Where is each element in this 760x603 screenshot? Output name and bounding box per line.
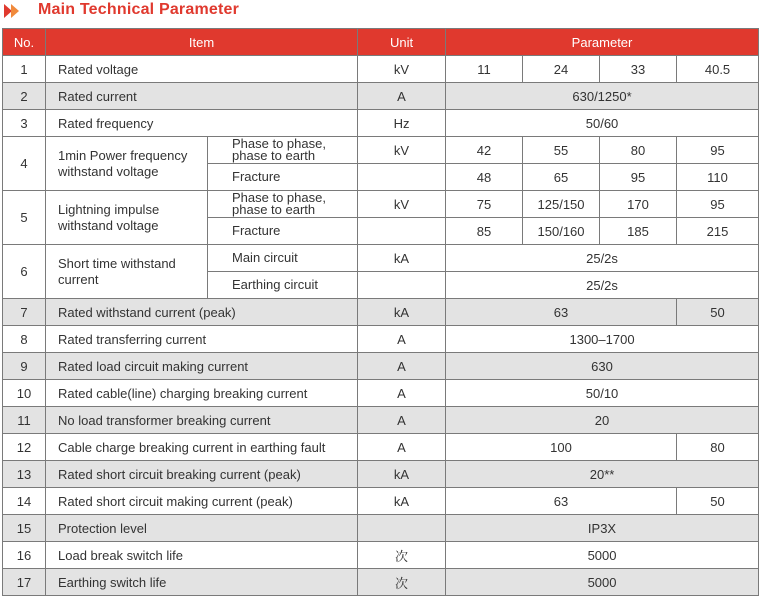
page-title: Main Technical Parameter	[38, 1, 240, 18]
param-cell: 50	[677, 488, 759, 515]
row-unit: kV	[358, 137, 446, 164]
row-no: 4	[3, 137, 46, 191]
row-item: Short time withstand current	[46, 245, 208, 299]
table-header-row	[3, 29, 759, 56]
row-no: 5	[3, 191, 46, 245]
row-no: 6	[3, 245, 46, 299]
param-cell: 42	[446, 137, 523, 164]
row-item: Rated voltage	[46, 56, 358, 83]
param-cell: 5000	[446, 569, 759, 596]
table-row	[3, 83, 759, 110]
row-item: Rated short circuit making current (peak)	[46, 488, 358, 515]
row-item: Load break switch life	[46, 542, 358, 569]
table-row	[3, 353, 759, 380]
row-unit: A	[358, 407, 446, 434]
param-cell: 80	[677, 434, 759, 461]
row-unit: A	[358, 326, 446, 353]
header-unit: Unit	[358, 29, 446, 56]
row-subitem: Phase to phase, phase to earth	[208, 137, 358, 164]
param-cell: 33	[600, 56, 677, 83]
param-cell: 85	[446, 218, 523, 245]
table-row	[3, 299, 759, 326]
row-no: 8	[3, 326, 46, 353]
param-cell: 80	[600, 137, 677, 164]
row-item: Rated transferring current	[46, 326, 358, 353]
param-cell: 630	[446, 353, 759, 380]
row-item: Rated frequency	[46, 110, 358, 137]
header-no: No.	[3, 29, 46, 56]
param-cell: 170	[600, 191, 677, 218]
row-item: Rated load circuit making current	[46, 353, 358, 380]
header-item: Item	[46, 29, 358, 56]
param-cell: 95	[677, 137, 759, 164]
table-row	[3, 56, 759, 83]
row-unit: kA	[358, 488, 446, 515]
param-cell: 20**	[446, 461, 759, 488]
row-subitem: Fracture	[208, 164, 358, 191]
row-unit: Hz	[358, 110, 446, 137]
param-cell: 11	[446, 56, 523, 83]
param-cell: 630/1250*	[446, 83, 759, 110]
row-item: Rated current	[46, 83, 358, 110]
row-no: 3	[3, 110, 46, 137]
table-row	[3, 137, 759, 164]
param-cell: 95	[600, 164, 677, 191]
param-cell: 100	[446, 434, 677, 461]
param-cell: 63	[446, 299, 677, 326]
row-unit: A	[358, 353, 446, 380]
row-subitem: Main circuit	[208, 245, 358, 272]
row-no: 2	[3, 83, 46, 110]
table-row	[3, 380, 759, 407]
row-item: Lightning impulse withstand voltage	[46, 191, 208, 245]
row-unit	[358, 272, 446, 299]
param-cell: 50/60	[446, 110, 759, 137]
row-item: Earthing switch life	[46, 569, 358, 596]
row-no: 1	[3, 56, 46, 83]
row-item: Cable charge breaking current in earthing fault	[46, 434, 358, 461]
row-unit	[358, 218, 446, 245]
row-no: 17	[3, 569, 46, 596]
row-unit: A	[358, 434, 446, 461]
table-row	[3, 569, 759, 596]
row-no: 11	[3, 407, 46, 434]
param-cell: IP3X	[446, 515, 759, 542]
param-cell: 50	[677, 299, 759, 326]
table-row	[3, 245, 759, 272]
row-unit: kV	[358, 191, 446, 218]
table-row	[3, 191, 759, 218]
row-unit: A	[358, 380, 446, 407]
param-cell: 55	[523, 137, 600, 164]
param-cell: 75	[446, 191, 523, 218]
row-no: 14	[3, 488, 46, 515]
row-item: No load transformer breaking current	[46, 407, 358, 434]
param-cell: 40.5	[677, 56, 759, 83]
row-no: 7	[3, 299, 46, 326]
row-unit: kA	[358, 299, 446, 326]
param-cell: 215	[677, 218, 759, 245]
table-row	[3, 407, 759, 434]
row-unit	[358, 164, 446, 191]
row-item: Rated withstand current (peak)	[46, 299, 358, 326]
param-cell: 48	[446, 164, 523, 191]
row-unit: A	[358, 83, 446, 110]
param-cell: 24	[523, 56, 600, 83]
row-item: Rated cable(line) charging breaking current	[46, 380, 358, 407]
param-cell: 110	[677, 164, 759, 191]
table-row	[3, 515, 759, 542]
param-cell: 25/2s	[446, 245, 759, 272]
param-cell: 63	[446, 488, 677, 515]
row-item: 1min Power frequency withstand voltage	[46, 137, 208, 191]
row-unit: kV	[358, 56, 446, 83]
double-arrow-icon	[4, 4, 30, 18]
row-no: 16	[3, 542, 46, 569]
row-unit	[358, 515, 446, 542]
row-item: Rated short circuit breaking current (peak)	[46, 461, 358, 488]
row-no: 10	[3, 380, 46, 407]
param-cell: 1300–1700	[446, 326, 759, 353]
param-cell: 50/10	[446, 380, 759, 407]
table-row	[3, 488, 759, 515]
row-unit: kA	[358, 245, 446, 272]
row-no: 12	[3, 434, 46, 461]
section-header	[0, 0, 760, 22]
table-row	[3, 326, 759, 353]
row-no: 9	[3, 353, 46, 380]
row-no: 13	[3, 461, 46, 488]
param-cell: 25/2s	[446, 272, 759, 299]
row-unit: kA	[358, 461, 446, 488]
row-unit: 次	[358, 542, 446, 569]
param-cell: 20	[446, 407, 759, 434]
row-no: 15	[3, 515, 46, 542]
row-subitem: Fracture	[208, 218, 358, 245]
param-cell: 5000	[446, 542, 759, 569]
table-row	[3, 461, 759, 488]
row-subitem: Earthing circuit	[208, 272, 358, 299]
param-cell: 125/150	[523, 191, 600, 218]
param-cell: 95	[677, 191, 759, 218]
header-parameter: Parameter	[446, 29, 759, 56]
table-row	[3, 110, 759, 137]
param-cell: 150/160	[523, 218, 600, 245]
row-subitem: Phase to phase, phase to earth	[208, 191, 358, 218]
param-cell: 185	[600, 218, 677, 245]
table-row	[3, 434, 759, 461]
param-cell: 65	[523, 164, 600, 191]
row-unit: 次	[358, 569, 446, 596]
row-item: Protection level	[46, 515, 358, 542]
parameter-table	[2, 28, 759, 596]
table-row	[3, 542, 759, 569]
